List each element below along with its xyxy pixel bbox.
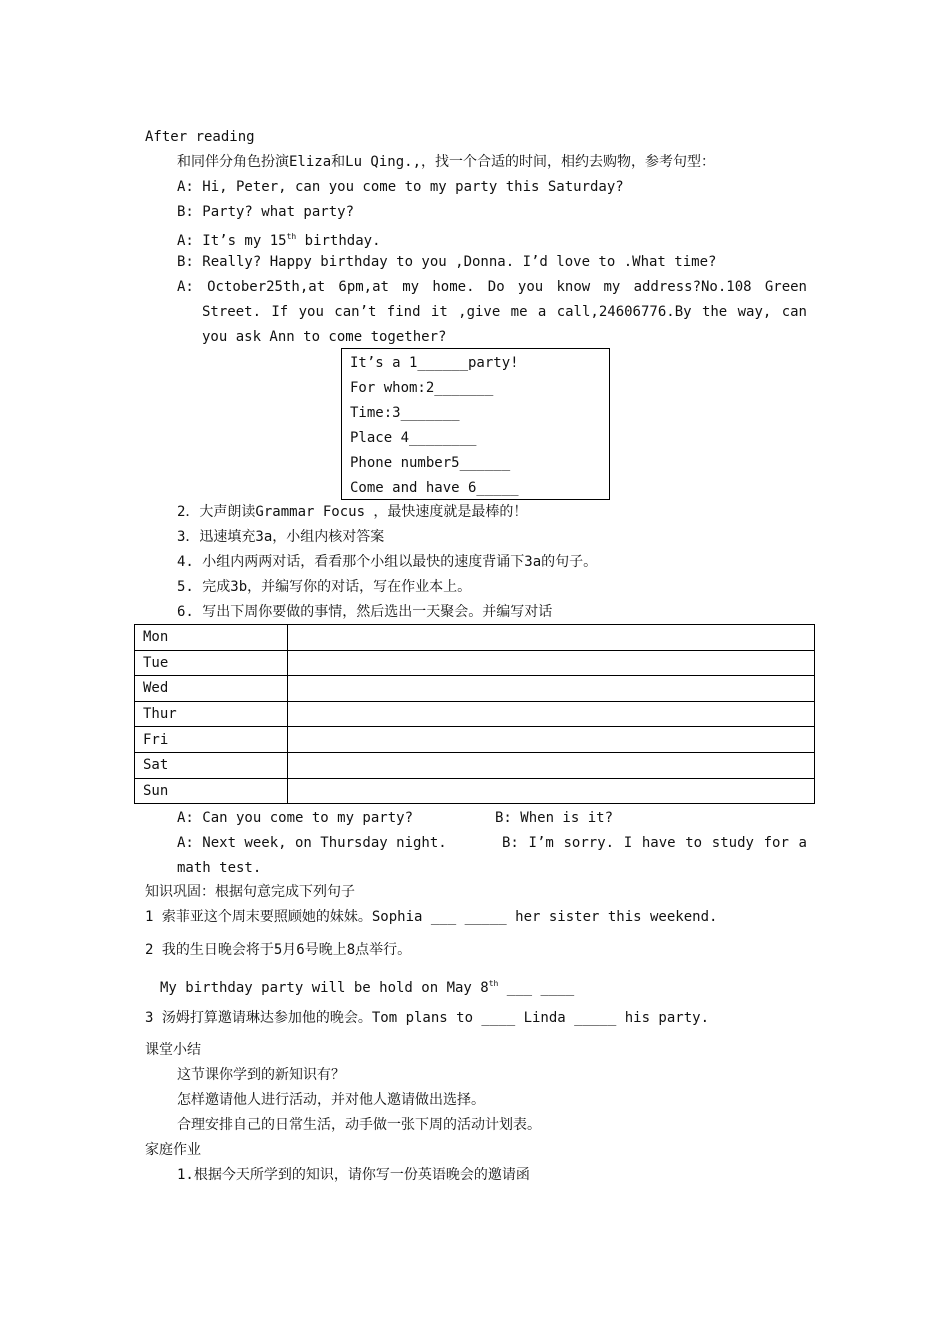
task-5: 5. 完成3b，并编写你的对话，写在作业本上。 [177,579,472,595]
question-1: 1 索菲亚这个周末要照顾她的妹妹。Sophia ___ _____ her sister this weekend. [145,909,718,925]
box-line-2: For whom:2_______ [350,380,494,396]
plan-cell[interactable] [288,778,815,804]
weekly-plan-table [134,624,815,804]
day-cell: Wed [135,676,288,702]
question-2-english-text: My birthday party will be hold on May 8 [160,980,489,996]
sample-a2: A: Next week, on Thursday night. [177,835,447,851]
summary-line-3: 合理安排自己的日常生活，动手做一张下周的活动计划表。 [177,1117,541,1133]
dialogue-line-6: Street. If you can’t find it ,give me a call,24606776.By the way, can [202,304,807,320]
homework-line-1: 1.根据今天所学到的知识，请你写一份英语晚会的邀请函 [177,1167,530,1183]
plan-cell[interactable] [288,701,815,727]
table-row [135,701,815,727]
ordinal-suffix: th [488,979,499,988]
roleplay-instruction: 和同伴分角色扮演Eliza和Lu Qing.,，找一个合适的时间，相约去购物，参考句型： [177,154,716,170]
table-row [135,650,815,676]
task-2: 2．大声朗读Grammar Focus ，最快速度就是最棒的！ [177,504,528,520]
day-cell: Sat [135,752,288,778]
day-cell: Mon [135,625,288,651]
dialogue-line-1: A: Hi, Peter, can you come to my party this Saturday? [177,179,624,195]
summary-line-1: 这节课你学到的新知识有？ [177,1067,345,1083]
dialogue-line-3-text: A: It’s my 15 [177,233,287,249]
consolidation-heading: 知识巩固：根据句意完成下列句子 [145,884,355,900]
table-row [135,778,815,804]
dialogue-line-7: you ask Ann to come together? [202,329,447,345]
after-reading-heading: After reading [145,129,255,145]
box-line-5: Phone number5______ [350,455,511,471]
table-row [135,625,815,651]
plan-cell[interactable] [288,727,815,753]
dialogue-line-2: B: Party? what party? [177,204,355,220]
day-cell: Fri [135,727,288,753]
sample-b2-cont: math test. [177,860,262,876]
box-line-3: Time:3_______ [350,405,460,421]
table-row [135,752,815,778]
ordinal-suffix: th [286,232,297,241]
day-cell: Sun [135,778,288,804]
task-6: 6. 写出下周你要做的事情，然后选出一天聚会。并编写对话 [177,604,553,620]
sample-a1: A: Can you come to my party? [177,810,414,826]
plan-cell[interactable] [288,676,815,702]
task-4: 4. 小组内两两对话，看看那个小组以最快的速度背诵下3a的句子。 [177,554,598,570]
plan-cell[interactable] [288,752,815,778]
question-2: 2 我的生日晚会将于5月6号晚上8点举行。 [145,942,412,958]
sample-b1: B: When is it? [495,810,614,826]
box-line-6: Come and have 6_____ [350,480,519,496]
sample-b2: B: I’m sorry. I have to study for a [502,835,807,851]
box-line-4: Place 4________ [350,430,477,446]
plan-cell[interactable] [288,625,815,651]
dialogue-line-5: A: October25th,at 6pm,at my home. Do you know my address?No.108 Green [177,279,807,295]
question-2-blanks: ___ ____ [498,980,575,996]
question-3: 3 汤姆打算邀请琳达参加他的晚会。Tom plans to ____ Linda _____ his party. [145,1010,710,1026]
table-row [135,727,815,753]
box-line-1: It’s a 1______party! [350,355,519,371]
dialogue-line-3-end: birthday. [296,233,381,249]
day-cell: Tue [135,650,288,676]
plan-cell[interactable] [288,650,815,676]
day-cell: Thur [135,701,288,727]
dialogue-line-4: B: Really? Happy birthday to you ,Donna. I’d love to .What time? [177,254,717,270]
task-3: 3．迅速填充3a，小组内核对答案 [177,529,385,545]
dialogue-line-3 [177,227,381,251]
homework-heading: 家庭作业 [145,1142,201,1158]
question-2-english [160,974,574,998]
summary-line-2: 怎样邀请他人进行活动，并对他人邀请做出选择。 [177,1092,485,1108]
table-row [135,676,815,702]
summary-heading: 课堂小结 [145,1042,201,1058]
